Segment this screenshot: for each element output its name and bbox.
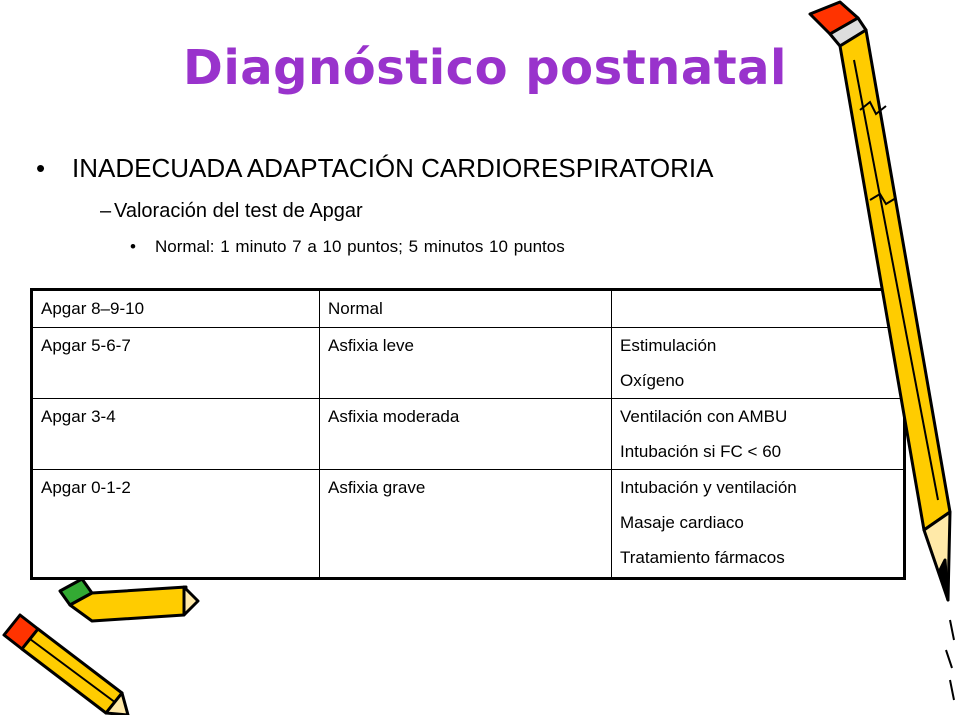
table-row [32, 328, 905, 399]
action-item: Intubación si FC < 60 [620, 442, 782, 461]
action-item: Intubación y ventilación [620, 478, 797, 497]
slide-title: Diagnóstico postnatal [182, 40, 787, 96]
bullet-text: Normal: 1 minuto 7 a 10 puntos; 5 minutos 10 puntos [155, 237, 565, 256]
action-item: Ventilación con AMBU [620, 407, 788, 426]
diagnosis-cell: Asfixia grave [320, 470, 612, 579]
apgar-score-cell: Apgar 8–9-10 [32, 290, 320, 328]
bullet-marker: – [100, 200, 112, 222]
pencil-clipart-bottom-left-icon [0, 575, 200, 715]
diagnosis-cell: Asfixia moderada [320, 399, 612, 470]
apgar-score-cell: Apgar 5-6-7 [32, 328, 320, 399]
table-row [32, 290, 905, 328]
action-item: Masaje cardiaco [620, 513, 744, 532]
apgar-table [30, 288, 906, 580]
apgar-score-cell: Apgar 0-1-2 [32, 470, 320, 579]
table-row [32, 399, 905, 470]
diagnosis-cell: Asfixia leve [320, 328, 612, 399]
table-row [32, 470, 905, 579]
apgar-score-cell: Apgar 3-4 [32, 399, 320, 470]
diagnosis-cell: Normal [320, 290, 612, 328]
action-item: Tratamiento fármacos [620, 548, 785, 567]
action-item: Oxígeno [620, 371, 685, 390]
bullet-text: INADECUADA ADAPTACIÓN CARDIORESPIRATORIA [72, 153, 714, 183]
bullet-marker: • [130, 237, 136, 256]
pencil-clipart-right-icon [800, 0, 960, 712]
bullet-text: Valoración del test de Apgar [114, 200, 363, 222]
bullet-marker: • [36, 153, 46, 183]
action-item: Estimulación [620, 336, 717, 355]
